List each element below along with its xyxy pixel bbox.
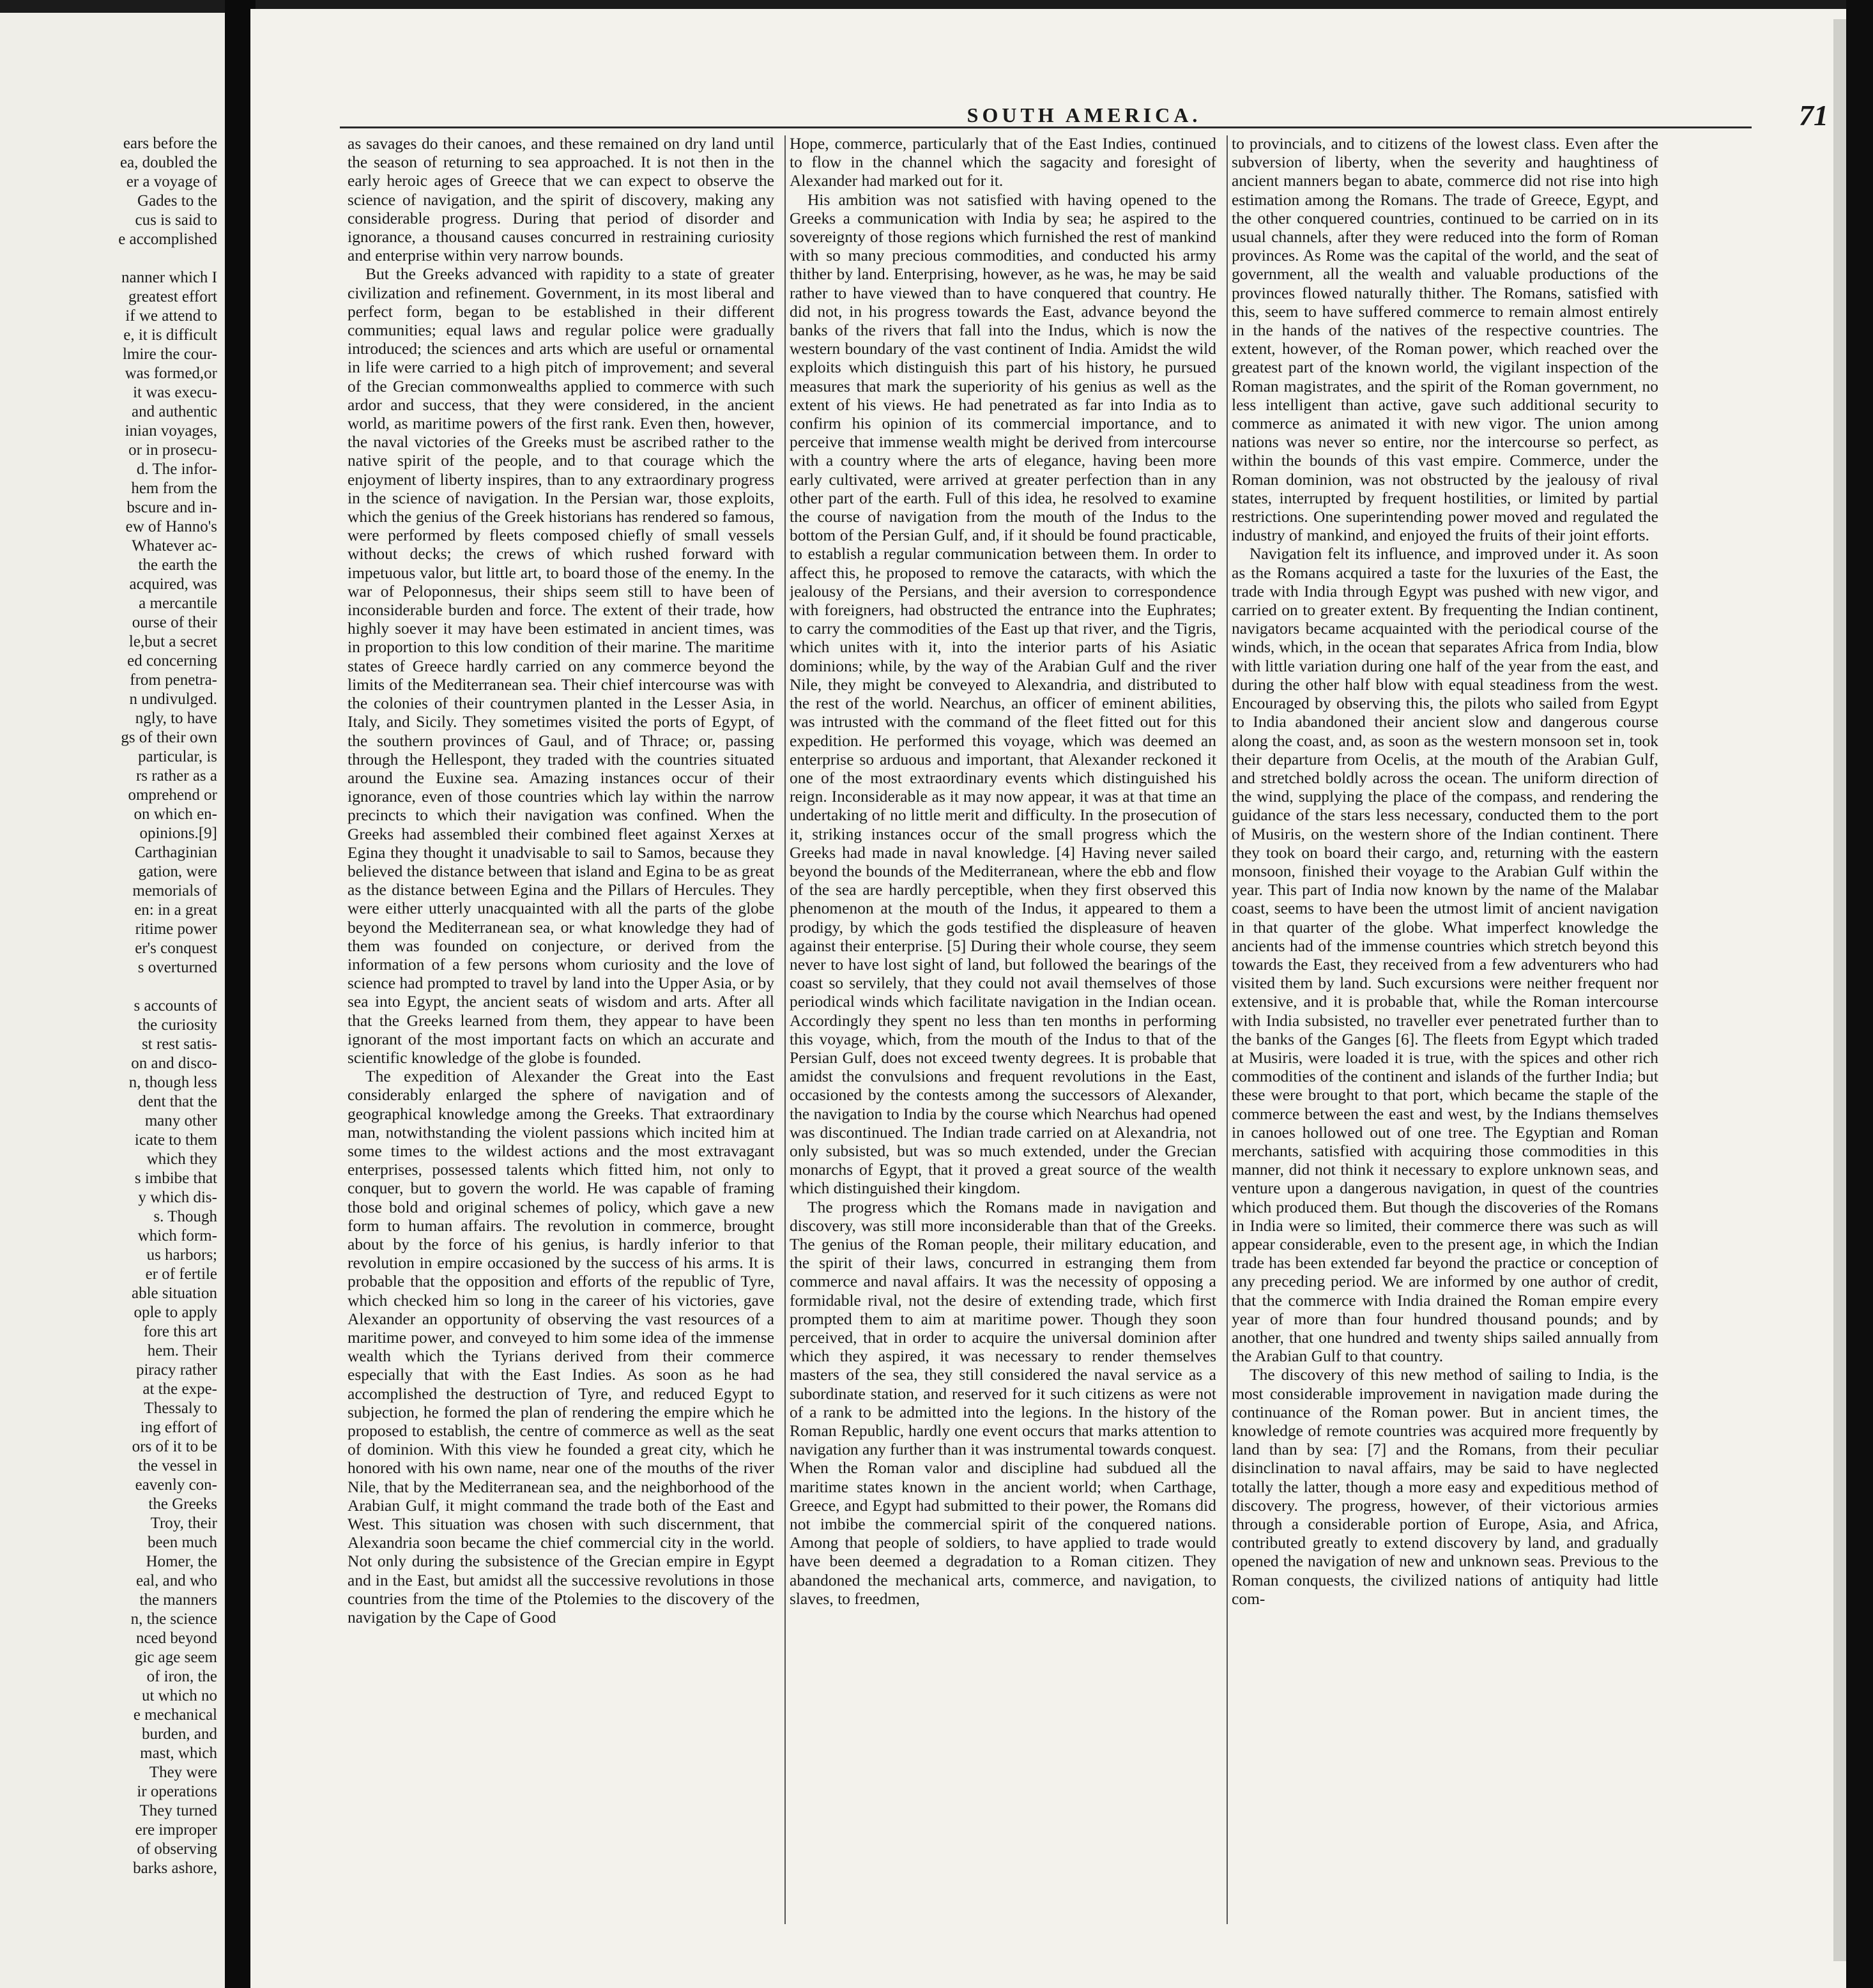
facing-page-line: hem from the [131, 480, 217, 497]
facing-page-line: been much [148, 1534, 217, 1551]
paragraph: His ambition was not satisfied with having opened to the Greeks a communication with India by sea; he aspired to the sovereignty of those regions which furnished the rest of mankind with so many precious commodities, and conducted his army thither by land. Enterprising, however, as he was, he may be said rather to have viewed than to have conquered that country. He did not, in his progress towards the East, advance beyond the banks of the rivers that fall into the Indus, which is now the western boundary of the vast continent of India. Amidst the wild exploits which distinguish this part of his history, he pursued measures that mark the superiority of his genius as well as the extent of his views. He had penetrated as far into India as to confirm his opinion of its commercial importance, and to perceive that immense wealth might be derived from intercourse with a country where the arts of elegance, having been more early cultivated, were arrived at greater perfection than in any other part of the earth. Full of this idea, he resolved to examine the course of navigation from the mouth of the Indus to the bottom of the Persian Gulf, and, if it should be found practicable, to establish a regular communication between them. In order to affect this, he proposed to remove the cataracts, with which the jealousy of the Persians, and their aversion to correspondence with foreigners, had obstructed the entrance into the Euphrates; to carry the commodities of the East up that river, and the Tigris, which unites with it, into the interior parts of his Asiatic dominions; while, by the way of the Arabian Gulf and the river Nile, they might be conveyed to Alexandria, and distributed to the rest of the world. Nearchus, an officer of eminent abilities, was intrusted with the command of the fleet fitted out for this expedition. He performed this voyage, which was deemed an enterprise so arduous and important, that Alexander reckoned it one of the most extraordinary events which distinguished his reign. Inconsiderable as it may now appear, it was at that time an undertaking of no little merit and difficulty. In the prosecution of it, striking instances occur of the small progress which the Greeks had made in naval knowledge. [4] Having never sailed beyond the bounds of the Mediterranean, where the ebb and flow of the sea are hardly perceptible, when they first observed this phenomenon at the mouth of the Indus, it appeared to them a prodigy, by which the gods testified the displeasure of heaven against their enterprise. [5] During their whole course, they seem never to have lost sight of land, but followed the bearings of the coast so servilely, that they could not avail themselves of those periodical winds which facilitate navigation in the Indian ocean. Accordingly they spent no less than ten months in performing this voyage, which, from the mouth of the Indus to that of the Persian Gulf, does not exceed twenty degrees. It is probable that amidst the convulsions and frequent revolutions in the East, occasioned by the contests among the successors of Alexander, the navigation to India by the course which Nearchus had opened was discontinued. The Indian trade carried on at Alexandria, not only subsisted, but was so much extended, under the Grecian monarchs of Egypt, that it proved a great source of the wealth which distinguished their kingdom. [790, 190, 1216, 1198]
facing-page-line: gs of their own [121, 729, 217, 746]
text-column-3 [1232, 134, 1658, 1929]
facing-page-line: ew of Hanno's [125, 518, 217, 535]
facing-page-line: ears before the [123, 135, 217, 152]
page-header [340, 98, 1828, 137]
facing-page-line: ir operations [137, 1783, 217, 1800]
facing-page-line: piracy rather [135, 1361, 217, 1379]
facing-page-line: Troy, their [150, 1515, 217, 1532]
facing-page-line: Whatever ac- [132, 537, 217, 554]
paragraph: as savages do their canoes, and these remained on dry land until the season of returning to sea approached. It is not then in the early heroic ages of Greece that we can expect to observe the science of navigation, and the spirit of discovery, making any considerable progress. During that period of disorder and ignorance, a thousand causes concurred in restraining curiosity and enterprise within very narrow bounds. [348, 134, 774, 265]
facing-page-line: if we attend to [125, 307, 217, 325]
running-title: SOUTH AMERICA. [967, 103, 1202, 126]
facing-page-line: eal, and who [135, 1572, 217, 1589]
facing-page-line: Gades to the [137, 192, 217, 210]
facing-page-line: cus is said to [135, 211, 217, 229]
facing-page-line: on which en- [134, 806, 217, 823]
page-number: 71 [1799, 99, 1828, 132]
facing-page-line: fore this art [143, 1323, 217, 1340]
facing-page-line: They turned [139, 1802, 217, 1819]
facing-page-fragment [0, 13, 225, 1988]
facing-page-line: le,but a secret [128, 633, 217, 650]
facing-page-line: inian voyages, [125, 422, 217, 440]
facing-page-line: which form- [137, 1227, 217, 1244]
facing-page-line: n undivulged. [129, 691, 217, 708]
facing-page-line: the curiosity [137, 1016, 217, 1034]
facing-page-line: particular, is [138, 748, 217, 765]
facing-page-line: at the expe- [142, 1380, 217, 1398]
facing-page-line: ed concerning [127, 652, 217, 669]
facing-page-line: icate to them [134, 1131, 217, 1149]
facing-page-line: acquired, was [129, 576, 217, 593]
facing-page-line: y which dis- [138, 1189, 217, 1206]
facing-page-line: s accounts of [134, 997, 217, 1014]
facing-page-line: er's conquest [135, 940, 217, 957]
column-divider [784, 135, 786, 1924]
facing-page-line: ut which no [141, 1687, 217, 1704]
facing-page-line: memorials of [132, 882, 217, 899]
facing-page-line: and authentic [132, 403, 217, 420]
facing-page-line: They were [149, 1764, 217, 1781]
facing-page-line: a mercantile [139, 595, 217, 612]
facing-page-line: s imbibe that [134, 1170, 217, 1187]
facing-page-line: Carthaginian [134, 844, 217, 861]
paragraph: The discovery of this new method of sailing to India, is the most considerable improvement in navigation made during the continuance of the Roman power. But in ancient times, the knowledge of remote countries was acquired more frequently by land than by sea: [7] and the Romans, from their peculiar disinclination to naval affairs, may be said to have neglected totally the latter, though a more easy and expeditious method of discovery. The progress, however, of their victorious armies through a considerable portion of Europe, Asia, and Africa, contributed greatly to extend discovery by land, and gradually opened the navigation of new and unknown seas. Previous to the Roman conquests, the civilized nations of antiquity had little com- [1232, 1365, 1658, 1608]
facing-page-line: bscure and in- [126, 499, 217, 516]
facing-page-line: on and disco- [131, 1055, 217, 1072]
facing-page-line: ors of it to be [132, 1438, 217, 1455]
facing-page-line: s. Though [153, 1208, 217, 1225]
facing-page-text [0, 134, 217, 1878]
paragraph: Navigation felt its influence, and improved under it. As soon as the Romans acquired a taste for the luxuries of the East, the trade with India through Egypt was pushed with new vigor, and carried on to greater extent. By frequenting the Indian continent, navigators became acquainted with the periodical course of the winds, which, in the ocean that separates Africa from India, blow with little variation during one half of the year from the east, and during the other half blow with equal steadiness from the west. Encouraged by observing this, the pilots who sailed from Egypt to India abandoned their ancient slow and dangerous course along the coast, and, as soon as the western monsoon set in, took their departure from Ocelis, at the mouth of the Arabian Gulf, and stretched boldly across the ocean. The uniform direction of the wind, supplying the place of the compass, and rendering the guidance of the stars less necessary, conducted them to the port of Musiris, on the western shore of the Indian continent. There they took on board their cargo, and, returning with the eastern monsoon, finished their voyage to the Arabian Gulf within the year. This part of India now known by the name of the Malabar coast, seems to have been the utmost limit of ancient navigation in that quarter of the globe. What imperfect knowledge the ancients had of the immense countries which stretch beyond this towards the East, they received from a few adventurers who had visited them by land. Such excursions were neither frequent nor extensive, and it is probable that, while the Roman intercourse with India subsisted, no traveller ever penetrated further than to the banks of the Ganges [6]. The fleets from Egypt which traded at Musiris, were loaded it is true, with the spices and other rich commodities of the continent and islands of the further India; but these were brought to that port, which became the staple of the commerce between the east and west, by the Indians themselves in canoes hollowed out of one tree. The Egyptian and Roman merchants, satisfied with acquiring those commodities in this manner, did not think it necessary to explore unknown seas, and venture upon a dangerous navigation, in quest of the countries which produced them. But though the discoveries of the Romans in India were so limited, their commerce there was such as will appear considerable, even to the present age, in which the Indian trade has been extended far beyond the practice or conception of any preceding period. We are informed by one author of credit, that the commerce with India drained the Roman empire every year of more than four hundred thousand pounds; and by another, that one hundred and twenty ships sailed annually from the Arabian Gulf to that country. [1232, 544, 1658, 1366]
facing-page-line: lmire the cour- [122, 346, 217, 363]
header-rule [340, 126, 1752, 128]
facing-page-line: of observing [137, 1840, 217, 1858]
facing-page-line: ople to apply [134, 1304, 217, 1321]
facing-page-line: the earth the [138, 556, 217, 574]
facing-page-line: greatest effort [128, 288, 217, 305]
text-column-2 [790, 134, 1216, 1929]
facing-page-line: rs rather as a [135, 767, 217, 784]
facing-page-line: omprehend or [128, 786, 217, 804]
facing-page-line: e mechanical [133, 1706, 217, 1724]
facing-page-line: burden, and [141, 1725, 217, 1743]
facing-page-line: us harbors; [146, 1246, 217, 1264]
facing-page-line: gation, were [138, 863, 217, 880]
paragraph: to provincials, and to citizens of the lowest class. Even after the subversion of liberty, when the severity and haughtiness of ancient manners began to abate, commerce did not rise into high estimation among the Romans. The trade of Greece, Egypt, and the other conquered countries, continued to be carried on in its usual channels, after they were reduced into the form of Roman provinces. As Rome was the capital of the world, and the seat of government, all the wealth and valuable productions of the provinces flowed naturally thither. The Romans, satisfied with this, seem to have suffered commerce to remain almost entirely in the hands of the natives of the respective countries. The extent, however, of the Roman power, which reached over the greatest part of the known world, the vigilant inspection of the Roman magistrates, and the spirit of the Roman government, no less intelligent than active, gave such additional security to commerce as animated it with new vigor. The union among nations was never so entire, nor the intercourse so perfect, as within the bounds of this vast empire. Commerce, under the Roman dominion, was not obstructed by the jealousy of rival states, interrupted by frequent hostilities, or limited by partial restrictions. One superintending power moved and regulated the industry of mankind, and enjoyed the fruits of their joint efforts. [1232, 134, 1658, 545]
facing-page-line: was formed,or [125, 365, 217, 382]
facing-page-line: the vessel in [138, 1457, 217, 1474]
column-divider [1227, 135, 1228, 1924]
facing-page-line: which they [146, 1151, 217, 1168]
facing-page-line: hem. Their [147, 1342, 217, 1359]
facing-page-line [0, 249, 217, 268]
facing-page-line: nced beyond [135, 1630, 217, 1647]
facing-page-line: e, it is difficult [123, 326, 217, 344]
facing-page-line: many other [144, 1112, 217, 1129]
facing-page-line: the Greeks [148, 1495, 217, 1513]
facing-page-line: ngly, to have [135, 710, 217, 727]
facing-page-line: gic age seem [134, 1649, 217, 1666]
paragraph: The progress which the Romans made in navigation and discovery, was still more inconsiderable than that of the Greeks. The genius of the Roman people, their military education, and the spirit of their laws, concurred in estranging them from commerce and naval affairs. It was the necessity of opposing a formidable rival, not the desire of extending trade, which first prompted them to aim at maritime power. Though they soon perceived, that in order to acquire the universal dominion after which they aspired, it was necessary to render themselves masters of the sea, they still considered the naval service as a subordinate station, and reserved for it such citizens as were not of a rank to be admitted into the legions. In the history of the Roman Republic, hardly one event occurs that marks attention to navigation any further than it was instrumental towards conquest. When the Roman valor and discipline had subdued all the maritime states known in the ancient world; when Carthage, Greece, and Egypt had submitted to their power, the Romans did not imbibe the commercial spirit of the conquered nations. Among that people of soldiers, to have applied to trade would have been deemed a degradation to a Roman citizen. They abandoned the mechanical arts, commerce, and navigation, to slaves, to freedmen, [790, 1197, 1216, 1608]
page-edge [1833, 19, 1846, 1961]
facing-page-line: the manners [139, 1591, 217, 1609]
facing-page-line: s overturned [137, 959, 217, 976]
facing-page-line: ing effort of [140, 1419, 217, 1436]
facing-page-line: ourse of their [132, 614, 217, 631]
facing-page-line: en: in a great [134, 901, 217, 919]
facing-page-line: n, though less [128, 1074, 217, 1091]
facing-page-line: d. The infor- [136, 461, 217, 478]
facing-page-line: st rest satis- [141, 1036, 217, 1053]
facing-page-line: dent that the [138, 1093, 217, 1110]
text-column-1 [348, 134, 774, 1929]
facing-page-line: or in prosecu- [128, 441, 217, 459]
facing-page-line: eavenly con- [135, 1476, 217, 1494]
facing-page-line: Thessaly to [144, 1400, 217, 1417]
facing-page-line: able situation [132, 1285, 217, 1302]
paragraph: Hope, commerce, particularly that of the East Indies, continued to flow in the channel which the sagacity and foresight of Alexander had marked out for it. [790, 134, 1216, 190]
facing-page-line: from penetra- [130, 671, 217, 689]
facing-page-line: nanner which I [121, 269, 217, 286]
facing-page-line [0, 977, 217, 997]
facing-page-line: er a voyage of [126, 173, 217, 190]
facing-page-line: barks ashore, [133, 1860, 217, 1877]
facing-page-line: ea, doubled the [119, 154, 217, 171]
facing-page-line: Homer, the [146, 1553, 217, 1570]
facing-page-line: it was execu- [133, 384, 217, 401]
facing-page-line: ritime power [135, 921, 217, 938]
facing-page-line: opinions.[9] [139, 825, 217, 842]
scan-border [1846, 0, 1873, 1988]
paragraph: But the Greeks advanced with rapidity to a state of greater civilization and refinement. Government, in its most liberal and perfect form, began to be established in their different communities; equal laws and regular police were gradually introduced; the sciences and arts which are useful or ornamental in life were carried to a high pitch of improvement; and several of the Grecian commonwealths applied to commerce with such ardor and success, that they were considered, in the ancient world, as maritime powers of the first rank. Even then, however, the naval victories of the Greeks must be ascribed rather to the native spirit of the people, and to that courage which the enjoyment of liberty inspires, than to any extraordinary progress in the science of navigation. In the Persian war, those exploits, which the genius of the Greek historians has rendered so famous, were performed by fleets composed chiefly of small vessels without decks; the crews of which rushed forward with impetuous valor, but little art, to board those of the enemy. In the war of Peloponnesus, their ships seem still to have been of inconsiderable burden and force. The extent of their trade, how highly soever it may have been estimated in ancient times, was in proportion to this low condition of their marine. The maritime states of Greece hardly carried on any commerce beyond the limits of the Mediterranean sea. Their chief intercourse was with the colonies of their countrymen planted in the Lesser Asia, in Italy, and Sicily. They sometimes visited the ports of Egypt, of the southern provinces of Gaul, and of Thrace; or, passing through the Hellespont, they traded with the countries situated around the Euxine sea. Amazing instances occur of their ignorance, even of those countries which lay within the narrow precincts to which their navigation was confined. When the Greeks had assembled their combined fleet against Xerxes at Egina they thought it unadvisable to sail to Samos, because they believed the distance between that island and Egina to be as great as the distance between Egina and the Pillars of Hercules. They were either utterly unacquainted with all the parts of the globe beyond the Mediterranean sea, or what knowledge they had of them was founded on conjecture, or derived from the information of a few persons whom curiosity and the love of science had prompted to travel by land into the Upper Asia, or by sea into Egypt, the ancient seats of wisdom and arts. After all that the Greeks learned from them, they appear to have been ignorant of the most important facts on which an accurate and scientific knowledge of the globe is founded. [348, 264, 774, 1067]
facing-page-line: ere improper [135, 1821, 217, 1839]
facing-page-line: e accomplished [118, 231, 217, 248]
facing-page-line: mast, which [140, 1745, 217, 1762]
facing-page-line: er of fertile [145, 1265, 217, 1283]
facing-page-line: n, the science [130, 1610, 217, 1628]
paragraph: The expedition of Alexander the Great into the East considerably enlarged the sphere of navigation and of geographical knowledge among the Greeks. That extraordinary man, notwithstanding the violent passions which incited him at some times to the wildest actions and the most extravagant enterprises, possessed talents which fitted him, not only to conquer, but to govern the world. He was capable of framing those bold and original schemes of policy, which gave a new form to human affairs. The revolution in commerce, brought about by the force of his genius, is hardly inferior to that revolution in empire occasioned by the success of his arms. It is probable that the opposition and efforts of the republic of Tyre, which checked him so long in the career of his victories, gave Alexander an opportunity of observing the vast resources of a maritime power, and conveyed to him some idea of the immense wealth which the Tyrians derived from their commerce especially that with the East Indies. As soon as he had accomplished the destruction of Tyre, and reduced Egypt to subjection, he formed the plan of rendering the empire which he proposed to establish, the centre of commerce as well as the seat of dominion. With this view he founded a great city, which he honored with his own name, near one of the mouths of the river Nile, that by the Mediterranean sea, and the neighborhood of the Arabian Gulf, it might command the trade both of the East and West. This situation was chosen with such discernment, that Alexandria soon became the chief commercial city in the world. Not only during the subsistence of the Grecian empire in Egypt and in the East, but amidst all the successive revolutions in those countries from the time of the Ptolemies to the discovery of the navigation by the Cape of Good [348, 1067, 774, 1627]
facing-page-line: of iron, the [146, 1668, 217, 1685]
